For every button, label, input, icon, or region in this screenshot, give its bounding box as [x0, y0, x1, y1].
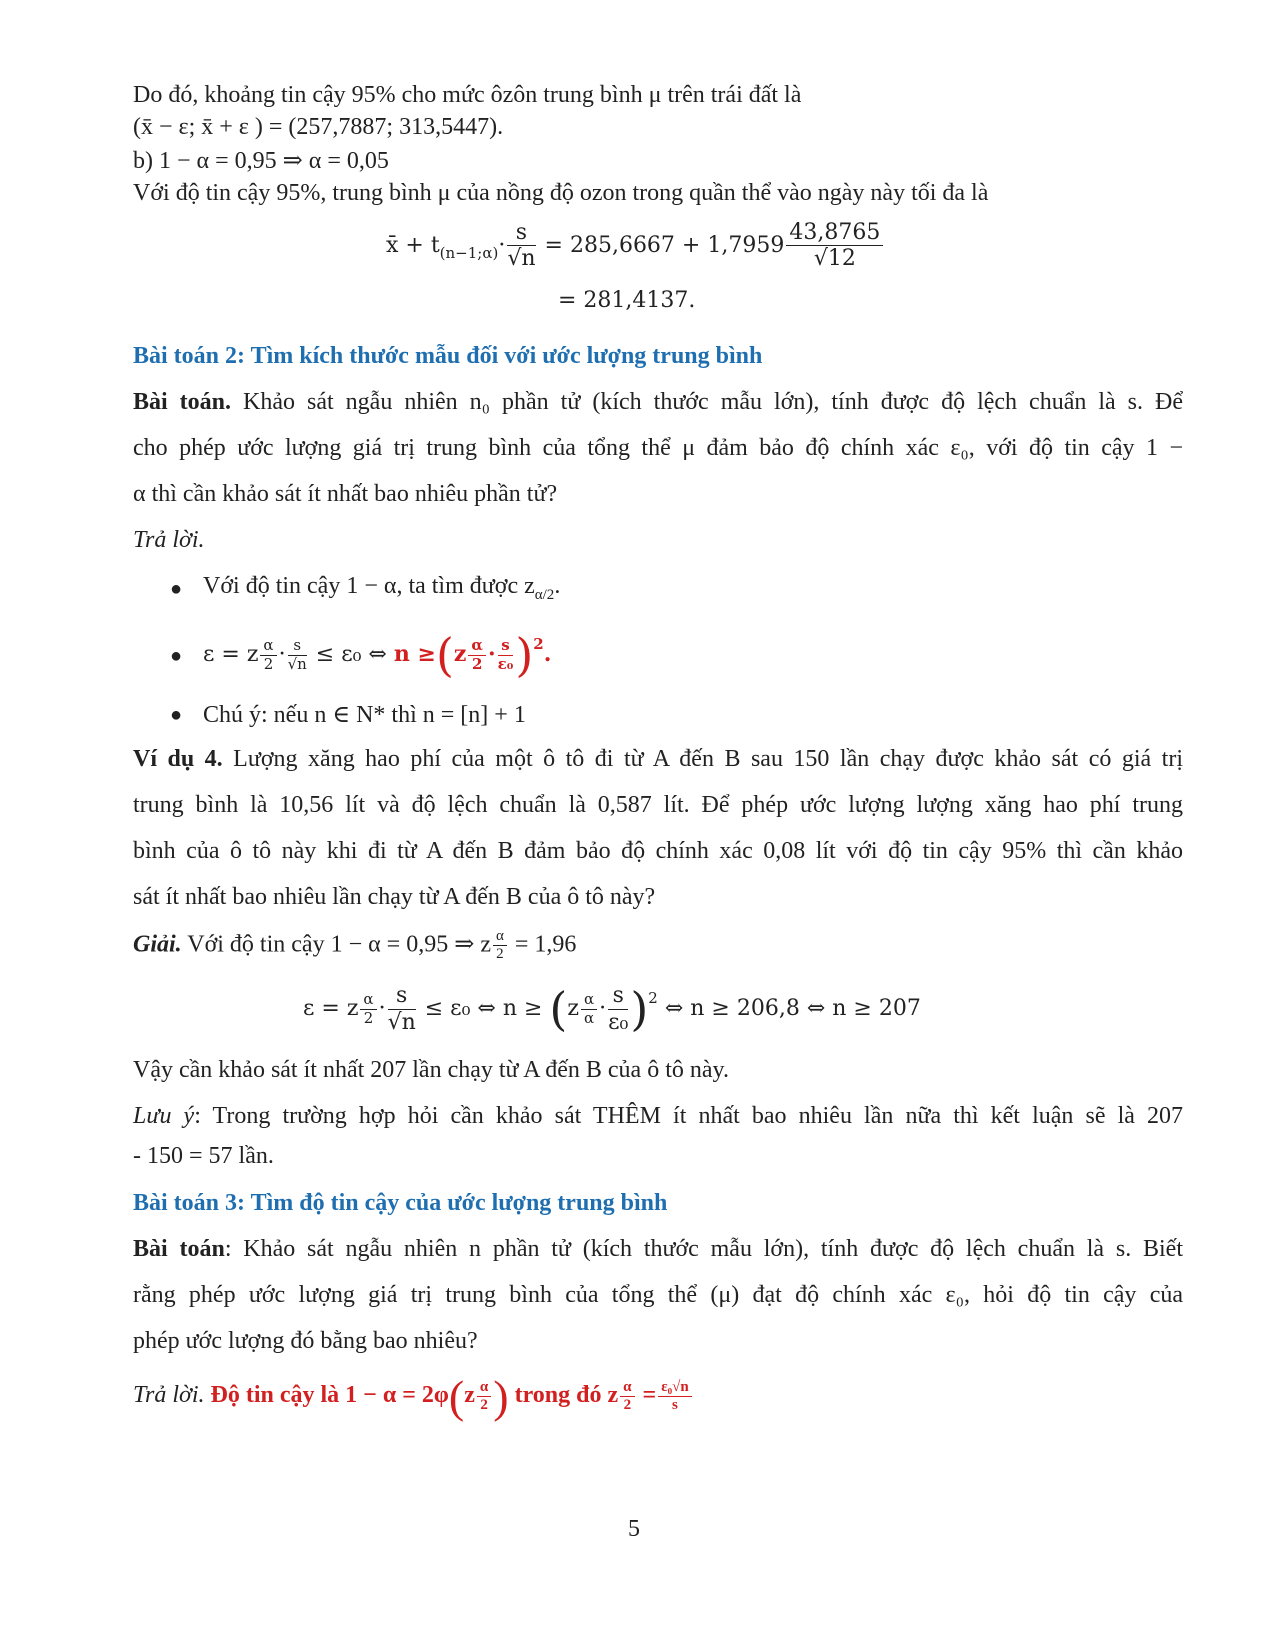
- equation-confidence-upper: x̄ + $t_{(n-1;\alpha)}\cdot$ $\frac{s}{√n}$ = 285,6667 + 1,7959 $\frac{43,8765}{√12}$: [386, 220, 885, 272]
- eq-subscript: (n−1;α): [439, 243, 499, 262]
- label: Bài toán.: [133, 389, 232, 415]
- paragraph-line: [133, 1236, 1183, 1263]
- note-line: - 150 = 57 lần.: [133, 1143, 274, 1169]
- note-line: [133, 1103, 1183, 1130]
- answer-label: Trả lời.: [133, 527, 205, 553]
- paragraph-line: rằng phép ước lượng giá trị trung bình của tổng thể (μ) đạt độ chính xác ε₀, hỏi độ tin cậy của: [133, 1282, 1183, 1308]
- eq-numerator: 43,8765: [786, 220, 883, 246]
- paragraph-line: trung bình là 10,56 lít và độ lệch chuẩn là 0,587 lít. Để phép ước lượng lượng xăng hao phí trung: [133, 792, 1183, 818]
- section-heading: Bài toán 3: Tìm độ tin cậy của ước lượng trung bình: [133, 1190, 668, 1216]
- text: ⇔ n ≥ 206,8 ⇔ n ≥ 207: [664, 996, 921, 1021]
- subscript: α/2: [534, 587, 555, 603]
- text: = 1,96: [508, 931, 577, 958]
- label: Ví dụ 4.: [133, 746, 223, 772]
- label: Trả lời.: [133, 1382, 205, 1408]
- eq-denominator: √n: [507, 246, 536, 272]
- text-line: (x̄ − ε; x̄ + ε ) = (257,7887; 313,5447).: [133, 114, 504, 140]
- eq-text: x̄ + t: [386, 232, 440, 258]
- text: Lượng xăng hao phí của một ô tô đi từ A đến B sau 150 lần chạy được khảo sát có giá trị: [222, 746, 1183, 772]
- equation-result: = 281,4137.: [558, 288, 696, 313]
- text: Với độ tin cậy 1 − α, ta tìm được z: [203, 573, 535, 599]
- paragraph-line: [133, 746, 1183, 773]
- bullet-icon: ●: [170, 578, 183, 600]
- text-line: Do đó, khoảng tin cậy 95% cho mức ôzôn trung bình μ trên trái đất là: [133, 82, 802, 108]
- section-heading: Bài toán 2: Tìm kích thước mẫu đối với ước lượng trung bình: [133, 343, 763, 369]
- label: Bài toán: [133, 1236, 225, 1262]
- text: ε = z: [203, 642, 259, 667]
- text-line: Với độ tin cậy 95%, trung bình μ của nồng độ ozon trong quần thể vào ngày này tối đa là: [133, 180, 989, 206]
- text: : Khảo sát ngẫu nhiên n phần tử (kích thước mẫu lớn), tính được độ lệch chuẩn là s. Biết: [224, 1236, 1183, 1262]
- text: ε = z: [303, 996, 359, 1021]
- conclusion-line: Vậy cần khảo sát ít nhất 207 lần chạy từ A đến B của ô tô này.: [133, 1057, 729, 1083]
- equation-sample-size: ε = z $\frac{\alpha}{2}$ · $\frac{s}{√n}$ ≤ ε₀ ⇔ n ≥ (z $\frac{\alpha}{\alpha}$ · $\frac{s}{\text{ε₀}}$ )$^2$ ⇔ n ≥ 206,8 ⇔ n ≥ 207: [303, 982, 921, 1036]
- bullet-icon: ●: [170, 704, 183, 726]
- bullet-text: Chú ý: nếu n ∈ N* thì n = [n] + 1: [203, 702, 526, 728]
- paragraph-line: sát ít nhất bao nhiêu lần chạy từ A đến B của ô tô này?: [133, 884, 656, 910]
- text: : Trong trường hợp hỏi cần khảo sát THÊM ít nhất bao nhiêu lần nữa thì kết luận sẽ là 207: [194, 1103, 1184, 1129]
- text: trong đó z: [514, 1382, 619, 1408]
- text: Độ tin cậy là 1 − α = 2φ: [210, 1382, 449, 1408]
- eq-text: = 285,6667 + 1,7959: [544, 232, 785, 258]
- text: n ≥: [393, 641, 436, 667]
- text: ≤ ε₀ ⇔ n ≥: [424, 996, 543, 1021]
- bullet-formula: ε = z $\frac{\alpha}{2}$ · $\frac{s}{√n}$ ≤ ε₀ ⇔ n ≥(z $\frac{\alpha}{2}$ · $\frac{s}{\text{ε₀}}$ )$^2$.: [203, 628, 552, 682]
- solution-line: Giải. Với độ tin cậy 1 − α = 0,95 ⇒ z $\frac{\alpha}{2}$ = 1,96: [133, 928, 577, 963]
- bullet-icon: ●: [170, 645, 183, 667]
- paragraph-line: α thì cần khảo sát ít nhất bao nhiêu phần tử?: [133, 481, 558, 507]
- eq-denominator: √12: [813, 246, 856, 272]
- page-number: 5: [628, 1516, 640, 1542]
- text: Với độ tin cậy 1 − α = 0,95 ⇒ z: [181, 931, 491, 958]
- paragraph-line: bình của ô tô này khi đi từ A đến B đảm bảo độ chính xác 0,08 lít với độ tin cậy 95% thì cần khảo: [133, 838, 1183, 864]
- bullet-text: Với độ tin cậy 1 − α, ta tìm được $z_{\alpha/2}$.: [203, 573, 561, 603]
- text: =: [642, 1382, 657, 1408]
- answer-line: Trả lời. Độ tin cậy là 1 − α = 2φ(z $\frac{\alpha}{2}$ ) trong đó z $\frac{\alpha}{2}$ = $\frac{\text{ε₀√n}}{s}$: [133, 1370, 694, 1423]
- paragraph-line: cho phép ước lượng giá trị trung bình của tổng thể μ đảm bảo độ chính xác ε₀, với độ tin cậy 1 −: [133, 435, 1183, 461]
- eq-numerator: s: [507, 220, 535, 246]
- label: Giải.: [133, 931, 182, 958]
- paragraph-line: [133, 389, 1183, 416]
- superscript: 2: [533, 635, 544, 653]
- label: Lưu ý: [133, 1103, 195, 1129]
- paragraph-line: phép ước lượng đó bằng bao nhiêu?: [133, 1328, 478, 1354]
- text: ≤ ε₀ ⇔: [315, 642, 387, 667]
- text-line: b) 1 − α = 0,95 ⇒ α = 0,05: [133, 148, 389, 174]
- text: Khảo sát ngẫu nhiên n₀ phần tử (kích thước mẫu lớn), tính được độ lệch chuẩn là s. Để: [231, 389, 1184, 415]
